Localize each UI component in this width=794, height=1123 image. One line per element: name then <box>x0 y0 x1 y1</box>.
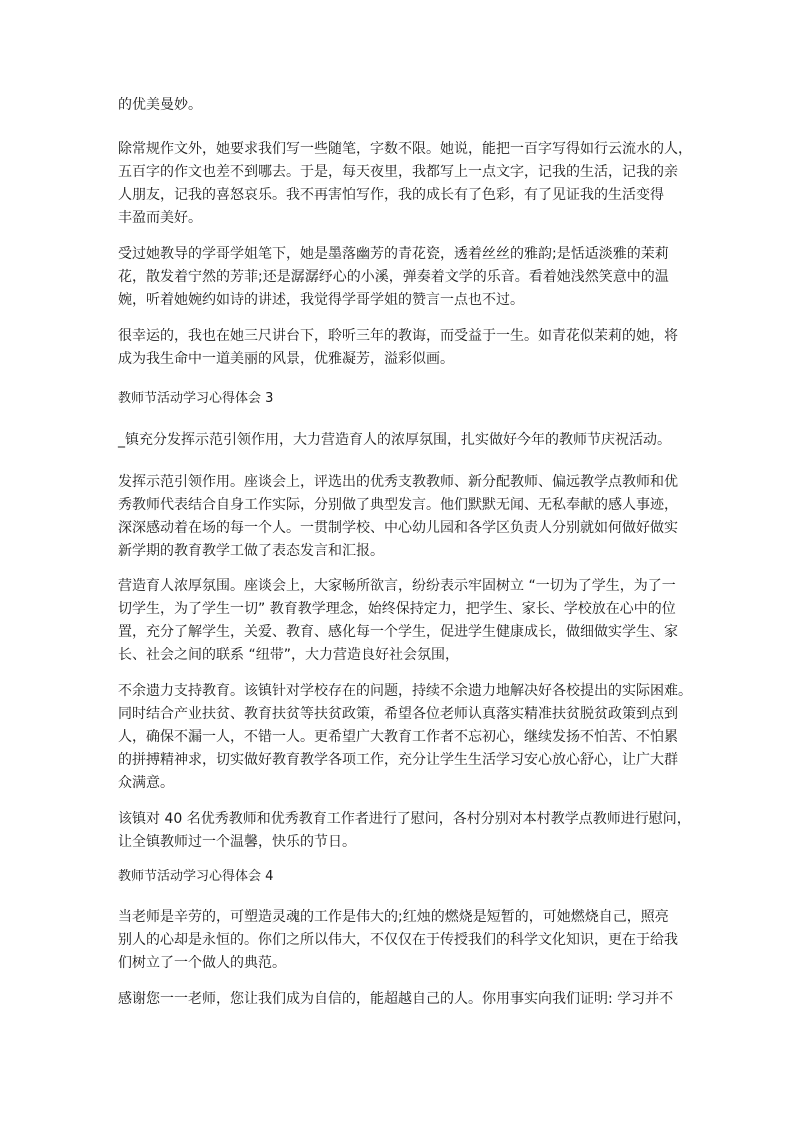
paragraph <box>118 138 692 230</box>
text-line: 除常规作文外，她要求我们写一些随笔，字数不限。她说，能把一百字写得如行云流水的人， <box>118 141 692 157</box>
text-line: 人，确保不漏一人，不错一人。更希望广大教育工作者不忘初心，继续发扬不怕苦、不怕累 <box>118 729 678 745</box>
text-line: 感谢您一一老师，您让我们成为自信的，能超越自己的人。你用事实向我们证明: 学习并不 <box>118 991 674 1007</box>
text-line: _镇充分发挥示范引领作用，大力营造育人的浓厚氛围，扎实做好今年的教师节庆祝活动。 <box>118 432 671 448</box>
text-line: 别人的心却是永恒的。你们之所以伟大，不仅仅在于传授我们的科学文化知识，更在于给我 <box>118 932 678 948</box>
paragraph <box>118 94 686 117</box>
text-line: 花，散发着宁然的芳菲;还是潺潺纾心的小溪，弹奏着文学的乐音。看着她浅然笑意中的温 <box>118 269 669 285</box>
text-line: 们树立了一个做人的典范。 <box>118 955 286 971</box>
text-line: 的拼搏精神求，切实做好教育教学各项工作，充分让学生生活学习安心放心舒心，让广大群 <box>118 752 678 768</box>
text-line: 发挥示范引领作用。座谈会上，评选出的优秀支教教师、新分配教师、偏远教学点教师和优 <box>118 474 678 490</box>
section-heading: 教师节活动学习心得体会 3 <box>118 391 274 406</box>
paragraph <box>118 808 691 854</box>
text-line: 切学生，为了学生一切” 教育教学理念，始终保持定力，把学生、家长、学校放在心中的位 <box>118 601 676 617</box>
paragraph <box>118 429 686 452</box>
paragraph <box>118 906 686 975</box>
paragraph <box>118 325 686 371</box>
paragraph <box>118 471 686 563</box>
text-line: 营造育人浓厚氛围。座谈会上，大家畅所欲言，纷纷表示牢固树立 “一切为了学生，为了一 <box>118 578 676 594</box>
text-line: 五百字的作文也差不到哪去。于是，每天夜里，我都写上一点文字，记我的生活，记我的亲 <box>118 164 678 180</box>
text-line: 丰盈而美好。 <box>118 210 202 226</box>
text-line: 同时结合产业扶贫、教育扶贫等扶贫政策，希望各位老师认真落实精准扶贫脱贫政策到点到 <box>118 706 678 722</box>
text-line: 人朋友，记我的喜怒哀乐。我不再害怕写作，我的成长有了色彩，有了见证我的生活变得 <box>118 187 664 203</box>
text-line: 该镇对 40 名优秀教师和优秀教育工作者进行了慰问，各村分别对本村教学点教师进行慰问， <box>118 811 691 827</box>
text-line: 当老师是辛劳的，可塑造灵魂的工作是伟大的;红烛的燃烧是短暂的，可她燃烧自己，照亮 <box>118 909 669 925</box>
text-line: 成为我生命中一道美丽的风景，优雅凝芳，溢彩似画。 <box>118 351 454 367</box>
text-line: 不余遗力支持教育。该镇针对学校存在的问题，持续不余遗力地解决好各校提出的实际困难。 <box>118 683 692 699</box>
text-line: 众满意。 <box>118 775 174 791</box>
text-line: 秀教师代表结合自身工作实际，分别做了典型发言。他们默默无闻、无私奉献的感人事迹， <box>118 497 678 513</box>
text-line: 新学期的教育教学工做了表态发言和汇报。 <box>118 543 384 559</box>
text-line: 深深感动着在场的每一个人。一贯制学校、中心幼儿园和各学区负责人分别就如何做好做实 <box>118 520 678 536</box>
text-line: 让全镇教师过一个温馨，快乐的节日。 <box>118 834 356 850</box>
text-line: 置，充分了解学生，关爱、教育、感化每一个学生，促进学生健康成长，做细做实学生、家 <box>118 624 678 640</box>
text-line: 长、社会之间的联系 “纽带”，大力营造良好社会氛围， <box>118 647 459 663</box>
paragraph <box>118 243 686 312</box>
paragraph <box>118 988 686 1011</box>
section-heading: 教师节活动学习心得体会 4 <box>118 869 274 884</box>
paragraph <box>118 680 692 795</box>
paragraph <box>118 575 686 667</box>
text-line: 婉，听着她婉约如诗的讲述，我觉得学哥学姐的赞言一点也不过。 <box>118 292 524 308</box>
text-line: 受过她教导的学哥学姐笔下，她是墨落幽芳的青花瓷，透着丝丝的雅韵;是恬适淡雅的茉莉 <box>118 246 669 262</box>
text-line: 的优美曼妙。 <box>118 97 202 113</box>
text-line: 很幸运的，我也在她三尺讲台下，聆听三年的教诲，而受益于一生。如青花似茉莉的她，将 <box>118 328 678 344</box>
